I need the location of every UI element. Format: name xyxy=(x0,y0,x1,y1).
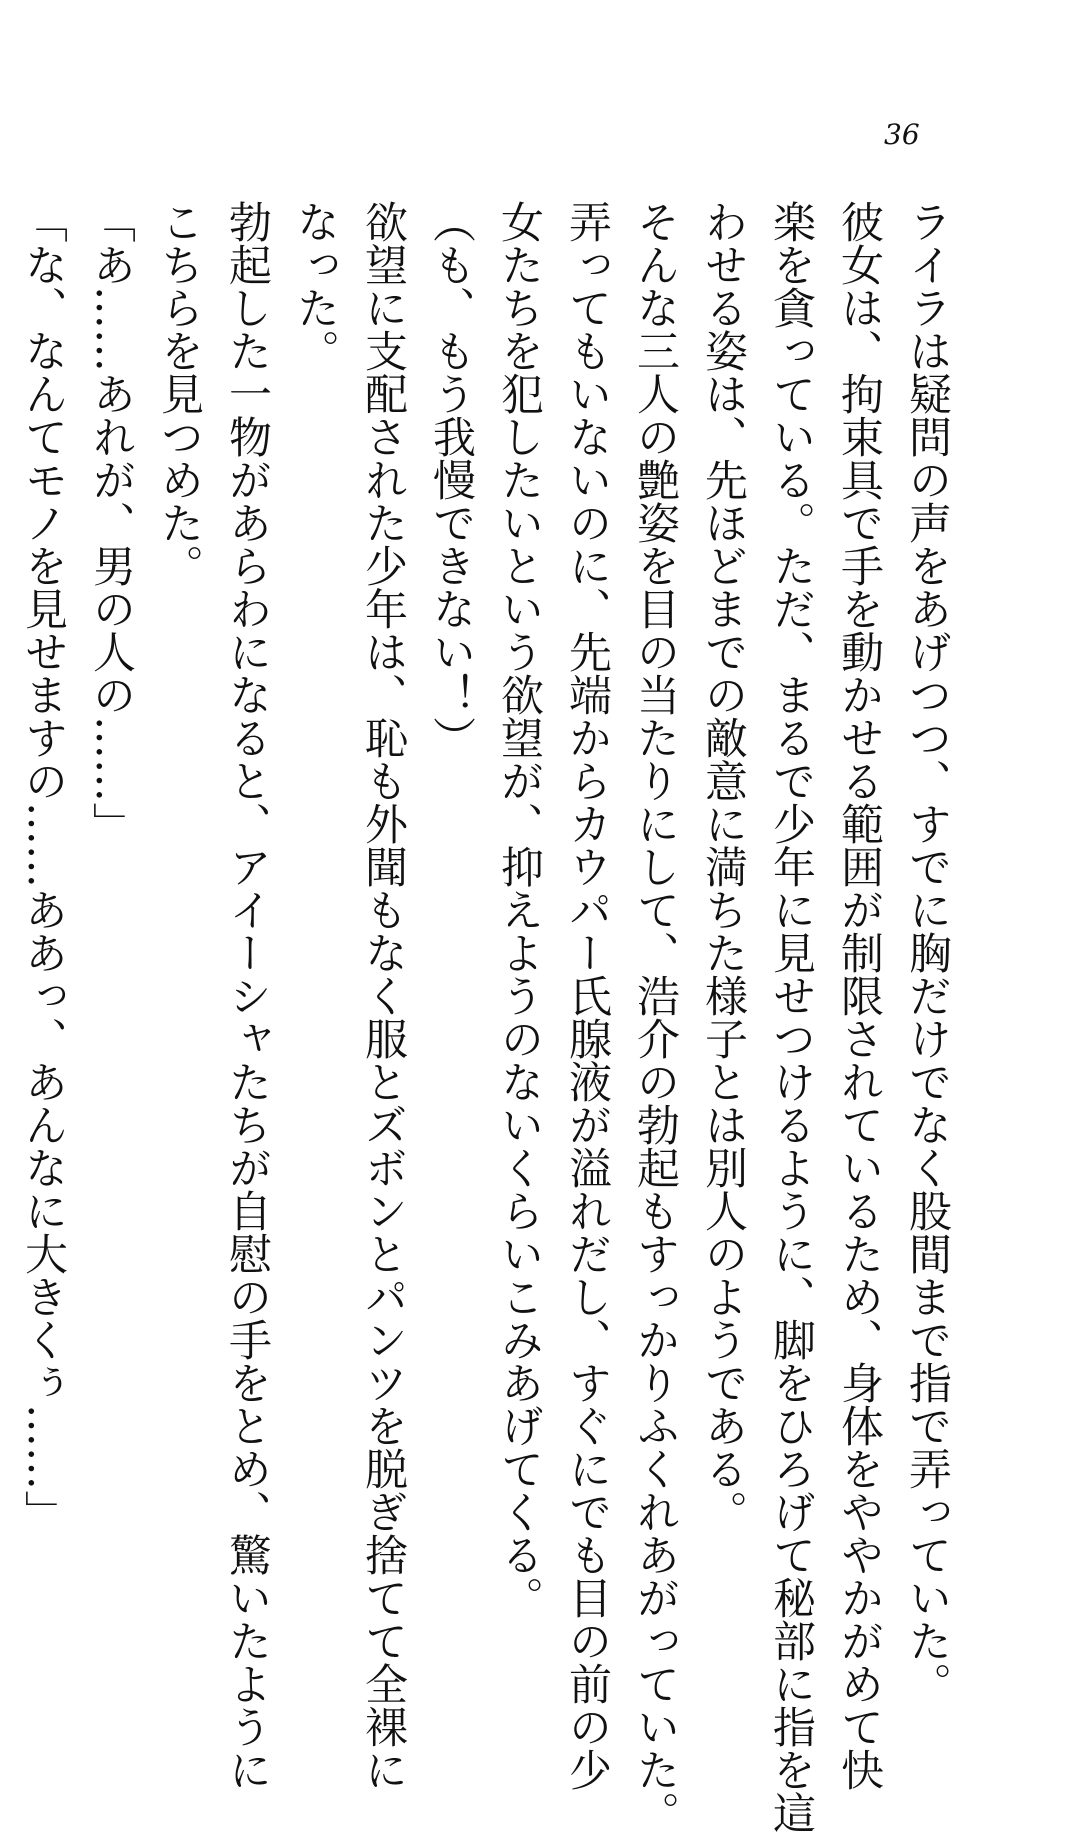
page-number: 36 xyxy=(884,118,920,151)
dialogue-line xyxy=(0,200,9,1560)
text-line: 女たちを犯したいという欲望が、抑えようのないくらいこみあげてくる。 xyxy=(494,200,544,1619)
dialogue-line: 「あ……あれが、男の人の……」 xyxy=(86,200,136,845)
text-line: （も、もう我慢できない！） xyxy=(426,200,476,759)
text-line: 彼女は、拘束具で手を動かせる範囲が制限されているため、身体をややかがめて快 xyxy=(834,200,884,1791)
text-line: そんな三人の艶姿を目の当たりにして、浩介の勃起もすっかりふくれあがっていた。 xyxy=(630,200,680,1834)
text-line: 楽を貪っている。ただ、まるで少年に見せつけるように、脚をひろげて秘部に指を這 xyxy=(766,200,816,1834)
text-line: 勃起した一物があらわになると、アイーシャたちが自慰の手をとめ、驚いたように xyxy=(222,200,272,1791)
vertical-text-body xyxy=(0,200,961,1834)
text-line: こちらを見つめた。 xyxy=(154,200,204,587)
text-line: 弄ってもいないのに、先端からカウパー氏腺液が溢れだし、すぐにでも目の前の少 xyxy=(562,200,612,1791)
text-line: ライラは疑問の声をあげつつ、すでに胸だけでなく股間まで指で弄っていた。 xyxy=(902,200,952,1705)
text-line: なった。 xyxy=(290,200,340,372)
text-line: わせる姿は、先ほどまでの敵意に満ちた様子とは別人のようである。 xyxy=(698,200,748,1533)
dialogue-line: 「な、なんてモノを見せますの……ああっ、あんなに大きくぅ……」 xyxy=(18,200,68,1533)
text-line: 欲望に支配された少年は、恥も外聞もなく服とズボンとパンツを脱ぎ捨てて全裸に xyxy=(358,200,408,1791)
